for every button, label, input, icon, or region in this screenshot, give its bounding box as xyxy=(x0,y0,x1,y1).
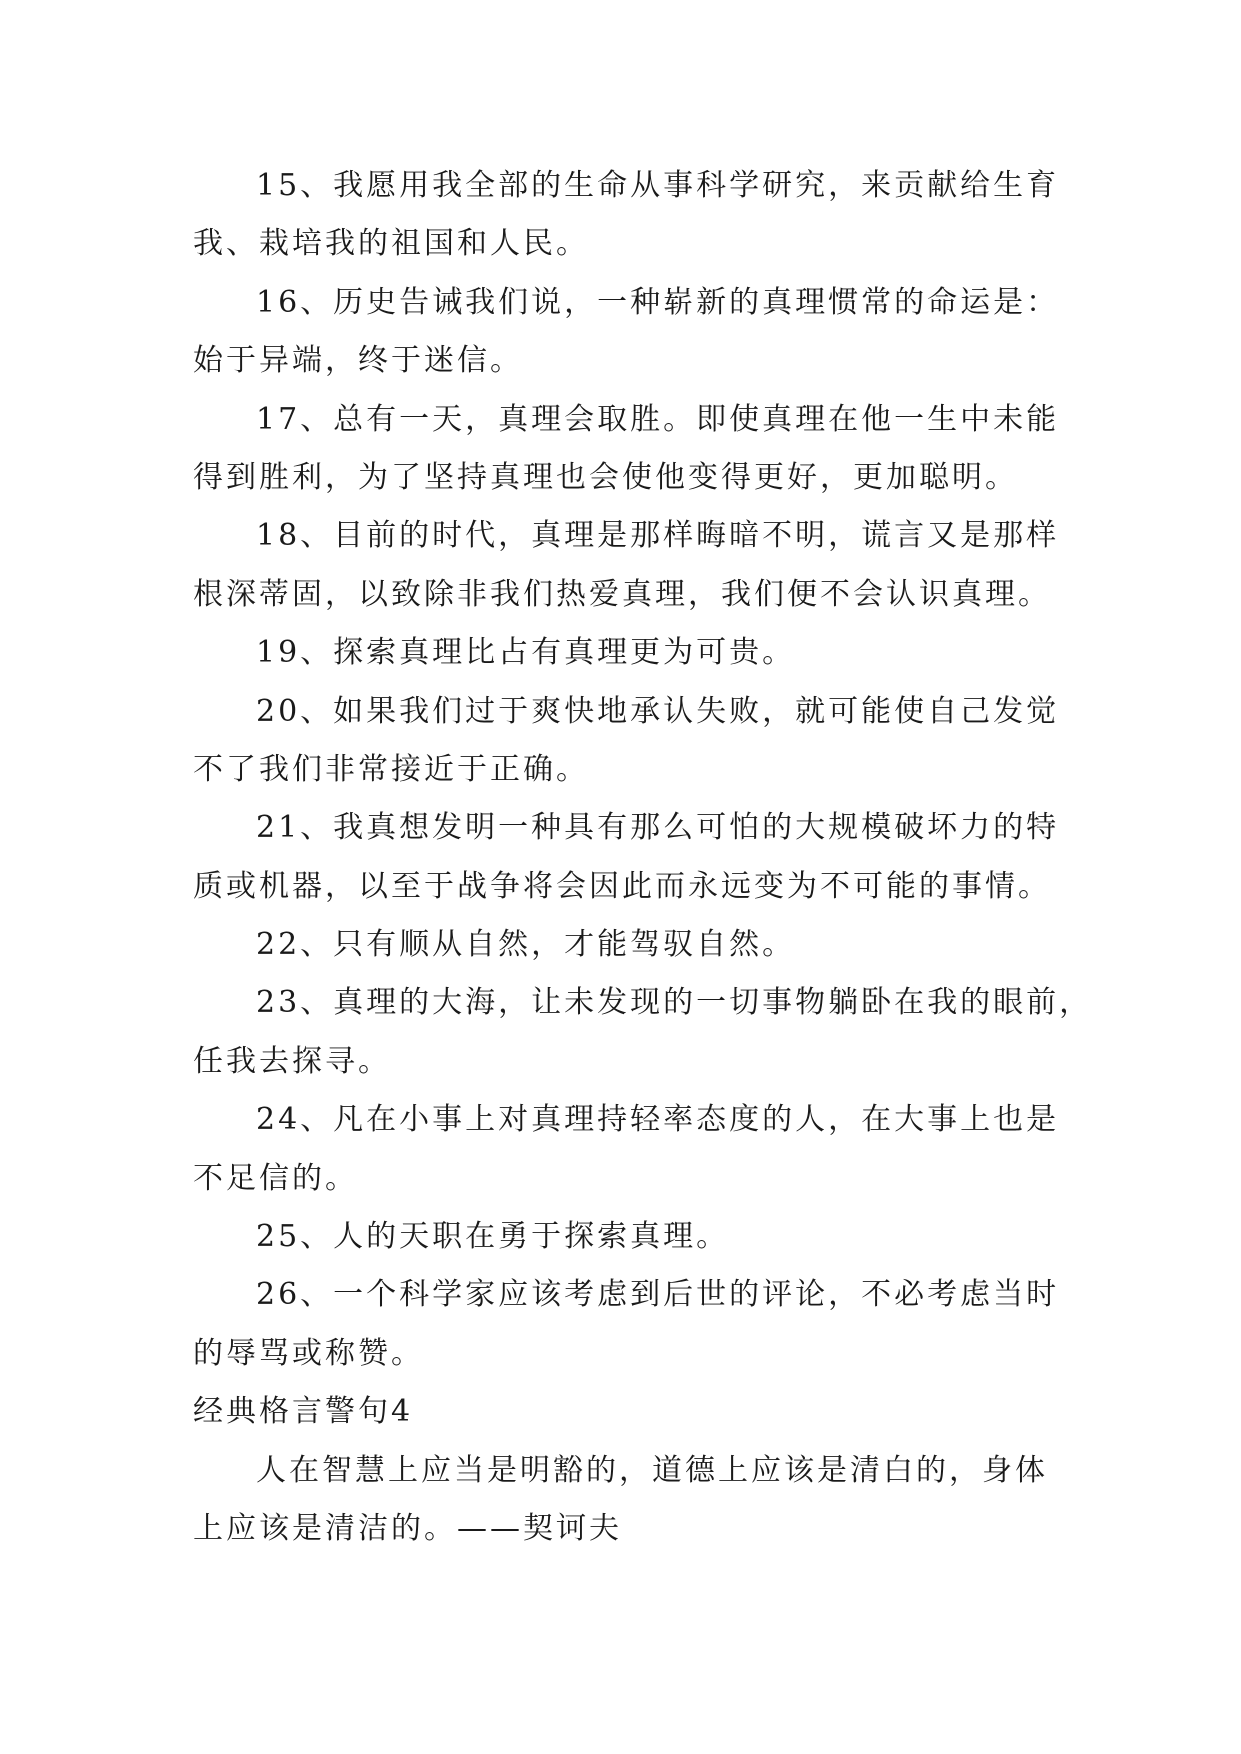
section-heading-text: 经典格言警句4 xyxy=(193,1394,414,1430)
paragraph-23 xyxy=(193,974,1153,1091)
paragraph-17 xyxy=(193,391,1153,508)
paragraph-line: 25、人的天职在勇于探索真理。 xyxy=(256,1219,730,1255)
paragraph-line: 18、目前的时代，真理是那样晦暗不明，谎言又是那样 xyxy=(256,518,1060,554)
paragraph-line: 始于异端，终于迷信。 xyxy=(193,343,523,379)
paragraph-line: 19、探索真理比占有真理更为可贵。 xyxy=(256,635,796,671)
paragraph-line: 得到胜利，为了坚持真理也会使他变得更好，更加聪明。 xyxy=(193,459,1018,495)
paragraph-quote xyxy=(193,1442,1153,1559)
section-heading xyxy=(193,1383,1153,1441)
paragraph-line: 17、总有一天，真理会取胜。即使真理在他一生中未能 xyxy=(256,401,1060,437)
paragraph-line: 的辱骂或称赞。 xyxy=(193,1335,424,1371)
paragraph-16 xyxy=(193,274,1153,391)
paragraph-line: 任我去探寻。 xyxy=(193,1043,391,1079)
paragraph-22 xyxy=(193,916,1153,974)
paragraph-line: 根深蒂固，以致除非我们热爱真理，我们便不会认识真理。 xyxy=(193,576,1051,612)
paragraph-20 xyxy=(193,683,1153,800)
paragraph-line: 不足信的。 xyxy=(193,1160,358,1196)
paragraph-line: 质或机器，以至于战争将会因此而永远变为不可能的事情。 xyxy=(193,868,1051,904)
paragraph-line: 我、栽培我的祖国和人民。 xyxy=(193,226,589,262)
paragraph-25 xyxy=(193,1208,1153,1266)
document-body xyxy=(193,157,1153,1558)
paragraph-19 xyxy=(193,624,1153,682)
paragraph-15 xyxy=(193,157,1153,274)
paragraph-18 xyxy=(193,507,1153,624)
paragraph-line: 人在智慧上应当是明豁的，道德上应该是清白的，身体 xyxy=(256,1452,1048,1488)
paragraph-21 xyxy=(193,799,1153,916)
paragraph-line: 上应该是清洁的。——契诃夫 xyxy=(193,1510,622,1546)
paragraph-24 xyxy=(193,1091,1153,1208)
paragraph-line: 不了我们非常接近于正确。 xyxy=(193,751,589,787)
paragraph-line: 26、一个科学家应该考虑到后世的评论，不必考虑当时 xyxy=(256,1277,1060,1313)
paragraph-line: 21、我真想发明一种具有那么可怕的大规模破坏力的特 xyxy=(256,810,1060,846)
paragraph-26 xyxy=(193,1266,1153,1383)
paragraph-line: 15、我愿用我全部的生命从事科学研究，来贡献给生育 xyxy=(256,168,1060,203)
paragraph-line: 22、只有顺从自然，才能驾驭自然。 xyxy=(256,927,796,963)
paragraph-line: 24、凡在小事上对真理持轻率态度的人，在大事上也是 xyxy=(256,1102,1060,1138)
paragraph-line: 20、如果我们过于爽快地承认失败，就可能使自己发觉 xyxy=(256,693,1060,729)
paragraph-line: 16、历史告诫我们说，一种崭新的真理惯常的命运是： xyxy=(256,284,1060,320)
paragraph-line: 23、真理的大海，让未发现的一切事物躺卧在我的眼前， xyxy=(256,985,1093,1021)
